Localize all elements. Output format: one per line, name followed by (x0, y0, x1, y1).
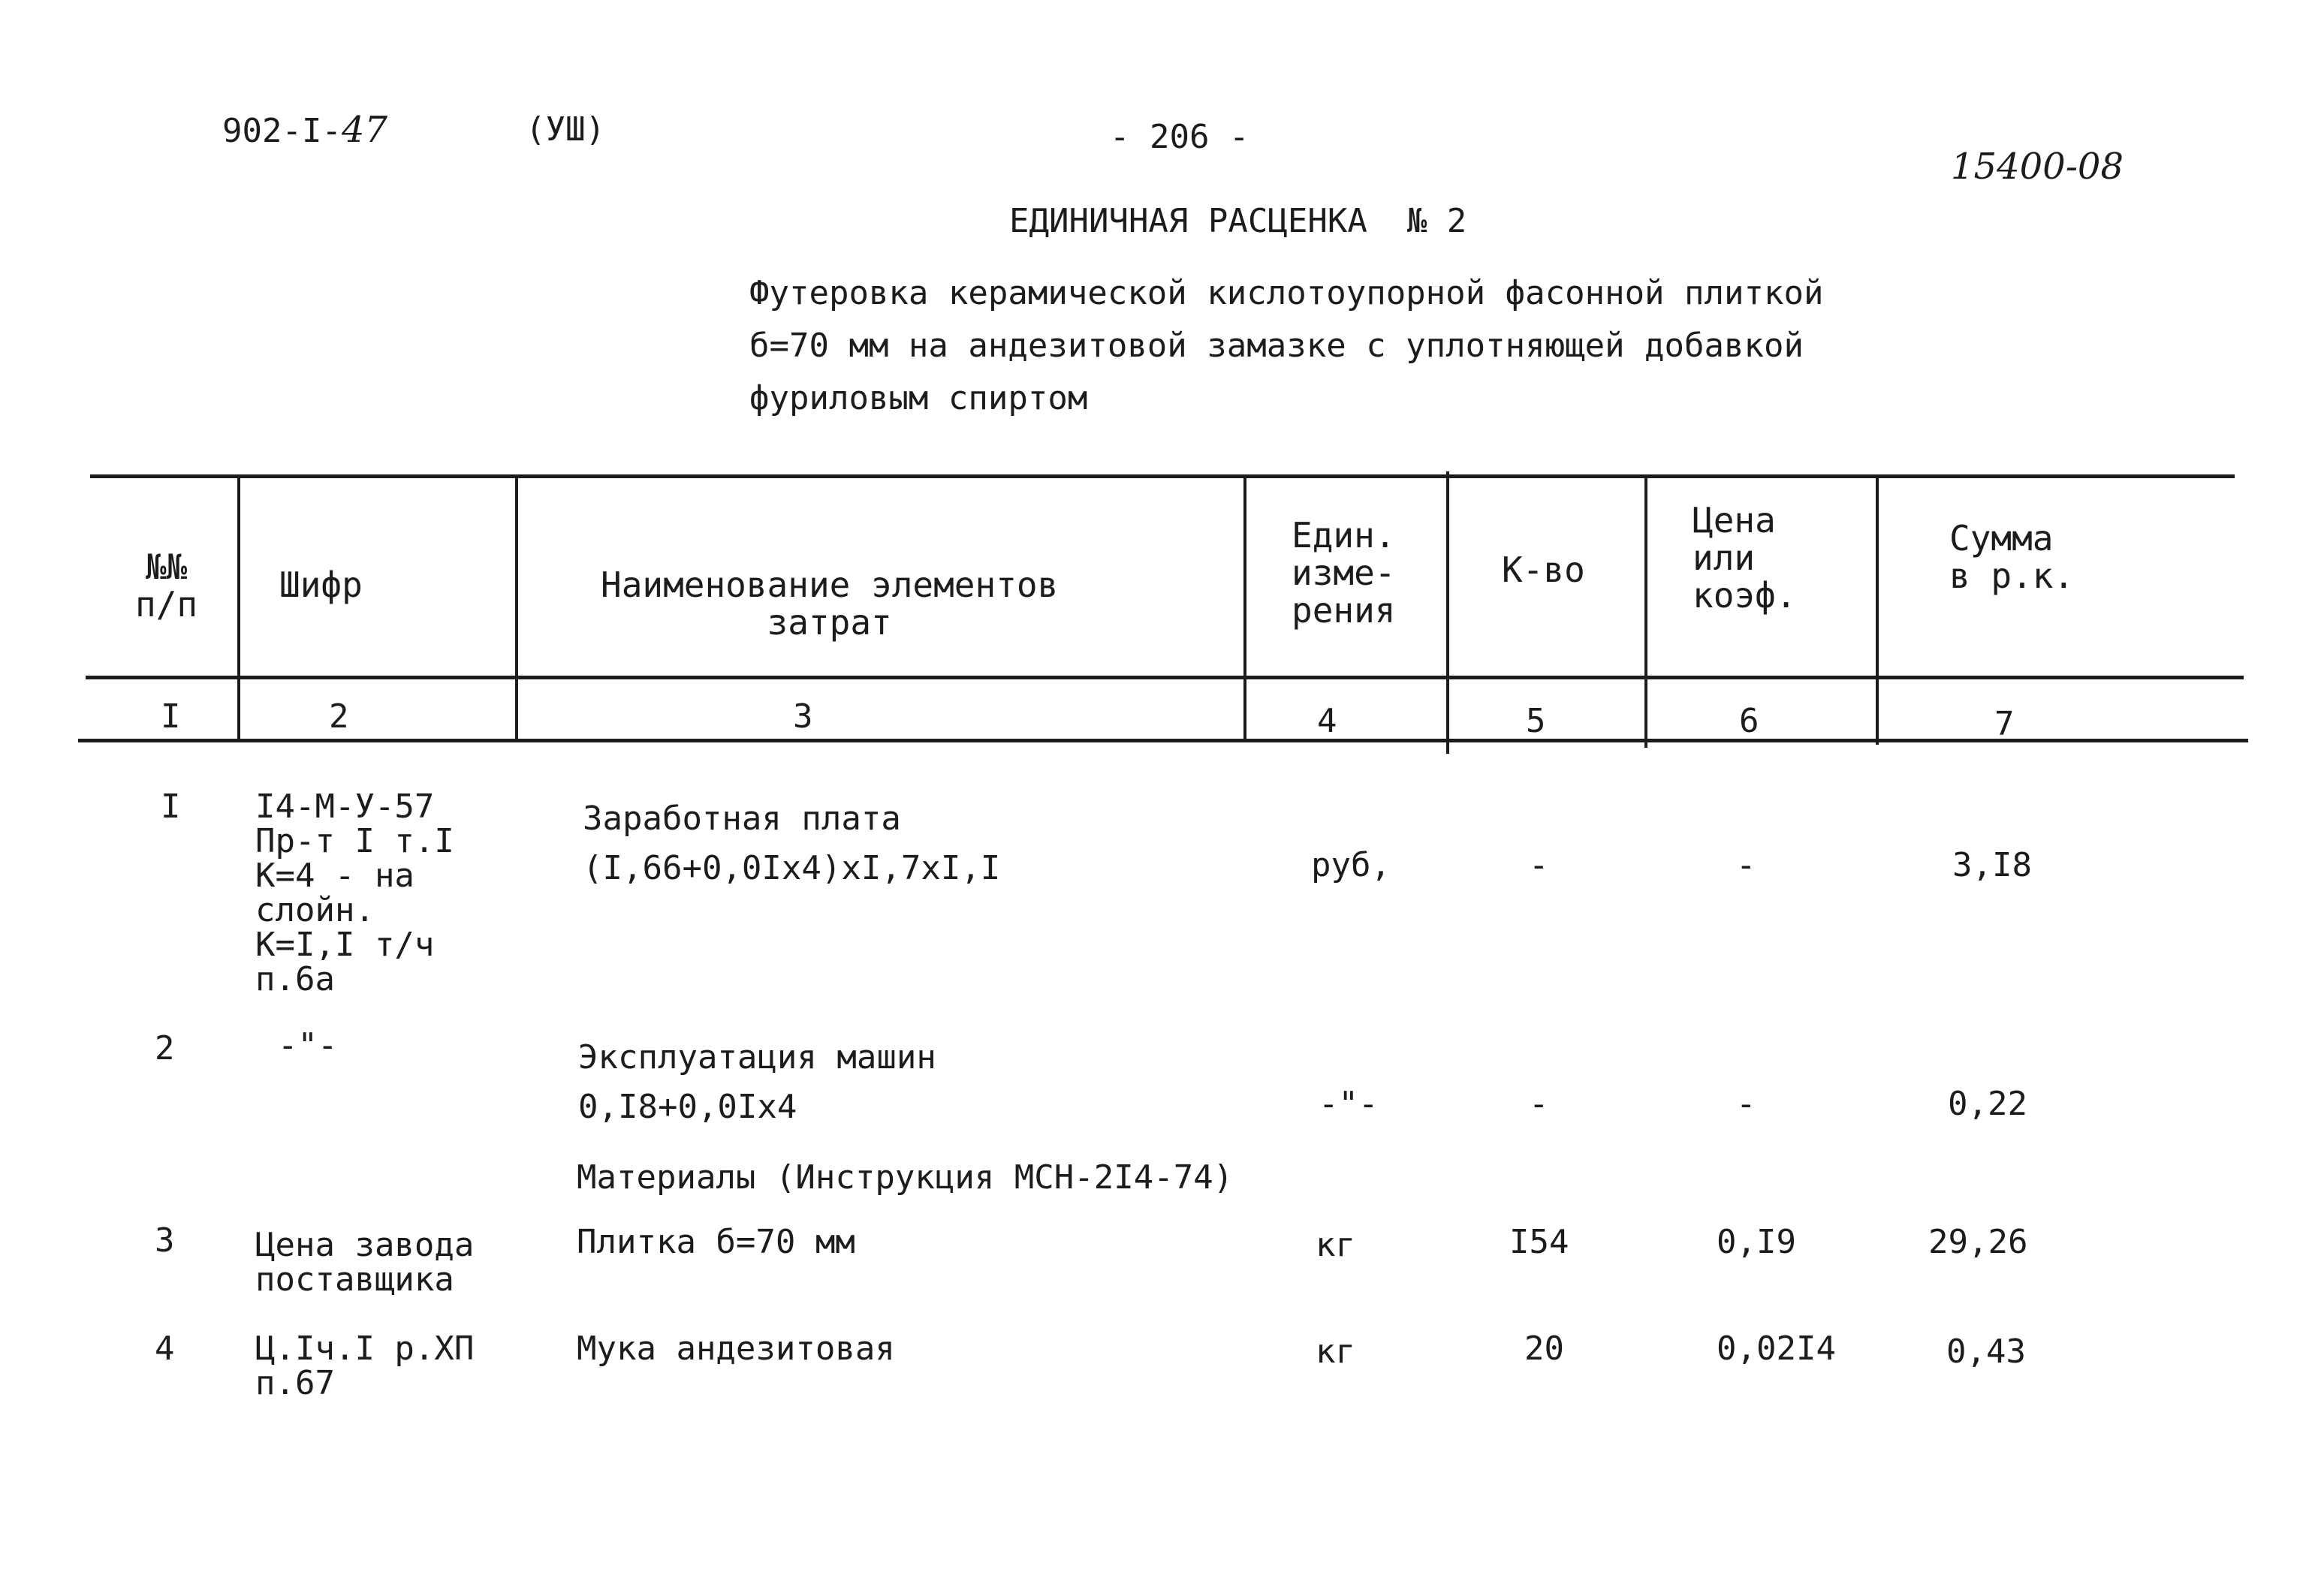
page-title: ЕДИНИЧНАЯ РАСЦЕНКА № 2 (1009, 202, 1467, 240)
column-number-2: 2 (329, 697, 349, 736)
column-divider-3 (1243, 474, 1246, 742)
column-header-sum: Сумма в р.к. (1949, 518, 2075, 596)
row-qty: I54 (1509, 1223, 1569, 1261)
section-heading-materials: Материалы (Инструкция МСН-2I4-74) (577, 1158, 1234, 1197)
row-code: I4-М-У-57 Пр-т I т.I К=4 - на слойн. К=I,I т/ч п.6а (255, 787, 454, 998)
subtitle-line-2: б=70 мм на андезитовой замазке с уплотняющей добавкой (749, 327, 1804, 365)
column-number-4: 4 (1317, 702, 1337, 740)
column-numbers-bottom-rule (78, 739, 2248, 742)
column-number-3: 3 (793, 697, 813, 736)
row-number: 3 (155, 1221, 175, 1260)
column-header-code: Шифр (279, 565, 363, 605)
column-header-number: №№ п/п (135, 547, 198, 625)
column-divider-4 (1446, 471, 1449, 754)
page-number: - 206 - (1110, 118, 1249, 156)
row-sum: 0,43 (1946, 1333, 2026, 1371)
doc-code-handwritten: 47 (341, 109, 388, 151)
column-number-5: 5 (1526, 702, 1546, 740)
row-unit: -"- (1319, 1085, 1379, 1123)
row-unit: кг (1316, 1226, 1355, 1264)
row-name: Эксплуатация машин 0,I8+0,0Iх4 (578, 1038, 936, 1126)
row-code: Ц.Iч.I р.ХП п.67 (255, 1329, 475, 1402)
column-divider-6 (1876, 474, 1879, 745)
column-number-1: I (161, 697, 181, 736)
column-divider-1 (237, 474, 240, 742)
row-number: I (161, 787, 181, 826)
row-sum: 3,I8 (1952, 846, 2032, 884)
row-name: Плитка б=70 мм (577, 1223, 855, 1261)
column-header-unit: Един. изме- рения (1292, 515, 1396, 631)
column-divider-5 (1644, 474, 1647, 748)
column-header-price: Цена или коэф. (1693, 500, 1797, 616)
handwritten-stamp: 15400-08 (1951, 146, 2124, 188)
row-qty: - (1529, 1085, 1549, 1123)
row-price: - (1736, 1085, 1756, 1123)
series-label: (УШ) (526, 110, 605, 149)
row-qty: - (1529, 846, 1549, 884)
column-header-name: Наименование элементов затрат (601, 565, 1059, 643)
row-unit: руб, (1311, 846, 1391, 884)
row-price: - (1736, 846, 1756, 884)
row-unit: кг (1316, 1333, 1355, 1371)
row-name: Заработная плата (I,66+0,0Iх4)хI,7хI,I (583, 800, 1001, 887)
row-price: 0,02I4 (1717, 1329, 1836, 1368)
row-sum: 29,26 (1928, 1223, 2028, 1261)
row-number: 2 (155, 1029, 175, 1068)
subtitle-line-1: Футеровка керамической кислотоупорной фасонной плиткой (749, 274, 1824, 312)
row-name: Мука андезитовая (577, 1329, 895, 1368)
doc-code-printed: 902-I- (222, 112, 342, 150)
row-code: Цена завода поставщика (255, 1226, 475, 1299)
column-header-qty: К-во (1502, 550, 1585, 590)
row-code: -"- (278, 1026, 338, 1065)
row-qty: 20 (1524, 1329, 1564, 1368)
subtitle-line-3: фуриловым спиртом (749, 379, 1088, 417)
row-price: 0,I9 (1717, 1223, 1796, 1261)
column-number-7: 7 (1994, 705, 2015, 743)
header-bottom-rule (86, 676, 2244, 679)
doc-code (222, 111, 387, 150)
table-top-rule (90, 474, 2235, 478)
column-divider-2 (515, 474, 518, 742)
row-number: 4 (155, 1329, 175, 1368)
column-number-6: 6 (1739, 702, 1759, 740)
row-sum: 0,22 (1948, 1085, 2027, 1123)
